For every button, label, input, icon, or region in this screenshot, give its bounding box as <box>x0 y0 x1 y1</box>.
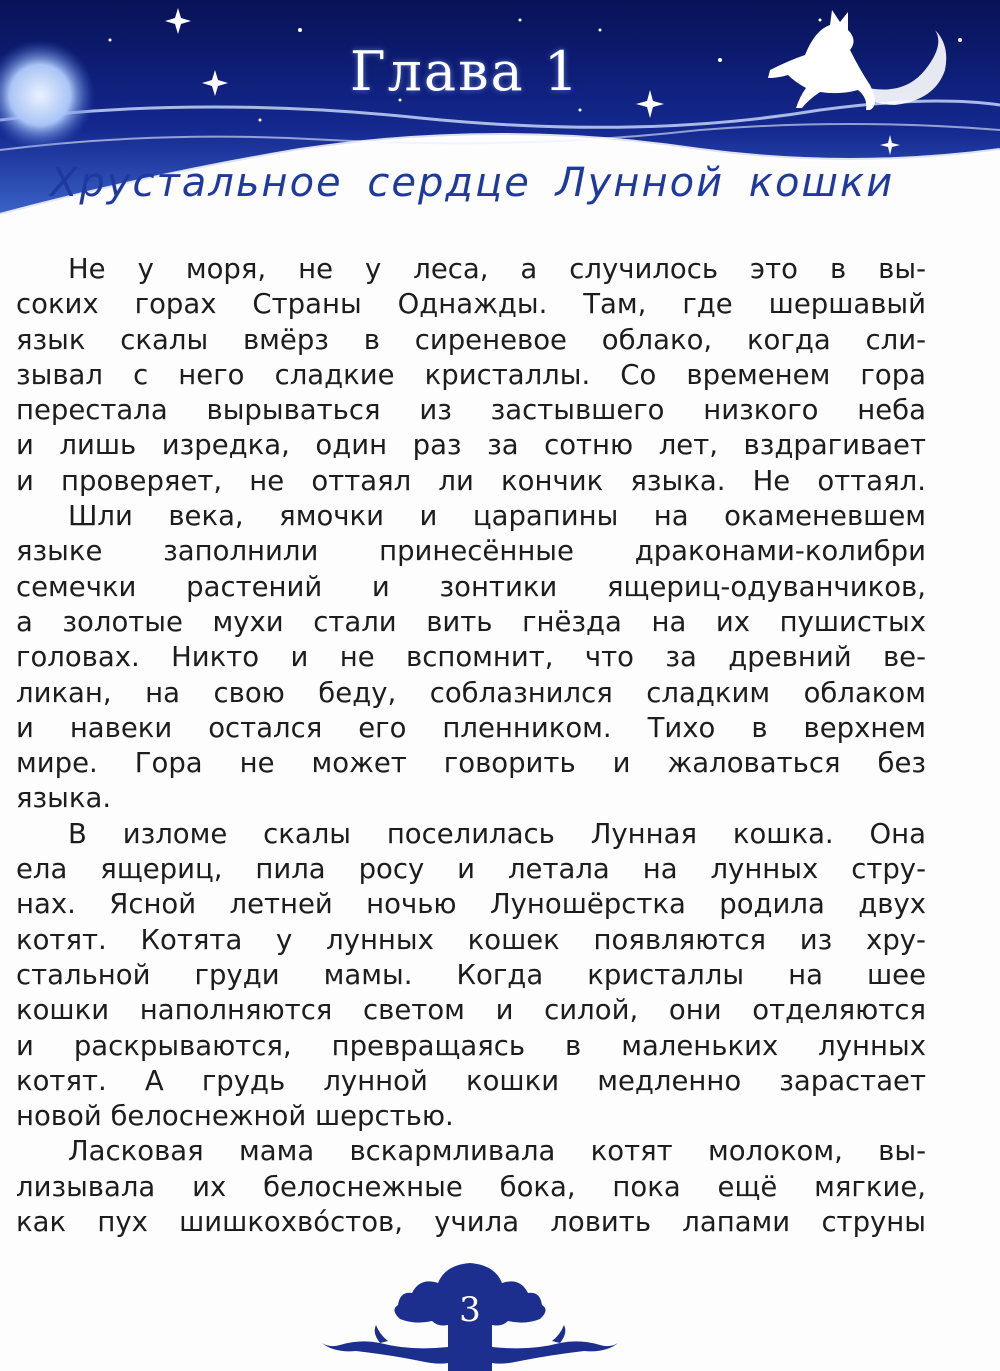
text-line: зывал с него сладкие кристаллы. Со временем гора <box>16 358 926 391</box>
text-line: языке заполнили принесённые драконами-колибри <box>16 535 926 568</box>
text-line: язык скалы вмёрз в сиреневое облако, когда сли- <box>16 323 926 356</box>
chapter-body <box>16 252 926 1240</box>
text-line: ликан, на свою беду, соблазнился сладким облаком <box>16 676 926 709</box>
text-line: языка. <box>16 782 112 815</box>
text-line: и лишь изредка, один раз за сотню лет, вздрагивает <box>16 429 926 462</box>
text-line: Шли века, ямочки и царапины на окаменевшем <box>68 500 926 533</box>
text-line: мире. Гора не может говорить и жаловаться без <box>16 747 926 780</box>
text-line: В изломе скалы поселилась Лунная кошка. Она <box>68 817 926 850</box>
text-line: Ласковая мама вскармливала котят молоком, вы- <box>68 1135 926 1168</box>
text-line: а золотые мухи стали вить гнёзда на их пушистых <box>16 605 926 638</box>
page-number: 3 <box>459 1290 481 1330</box>
text-line: нах. Ясной летней ночью Лунoшёрстка родила двух <box>16 888 926 921</box>
text-line: и раскрываются, превращаясь в маленьких лунных <box>16 1029 926 1062</box>
chapter-title: Хрустальное сердце Лунной кошки <box>50 160 895 206</box>
text-line: и навеки остался его пленником. Тихо в верхнем <box>16 711 926 744</box>
night-sky-banner <box>0 0 1000 250</box>
text-line: Не у моря, не у леса, а случилось это в вы- <box>68 253 926 285</box>
text-line: новой белоснежной шерстью. <box>16 1100 454 1133</box>
text-line: стальной груди мамы. Когда кристаллы на шее <box>16 958 926 991</box>
text-line: как пух шишкохвóстов, учила ловить лапами струны <box>16 1206 926 1239</box>
text-line: котят. Котята у лунных кошек появляются из хру- <box>16 923 926 956</box>
text-line: ела ящериц, пила росу и летала на лунных стру- <box>16 853 926 886</box>
chapter-label: Глава 1 <box>349 40 581 103</box>
text-line: и проверяет, не оттаял ли кончик языка. Не оттаял. <box>16 464 926 497</box>
text-line: соких горах Страны Однажды. Там, где шершавый <box>16 288 926 321</box>
text-line: семечки растений и зонтики ящериц-одуванчиков, <box>16 570 926 603</box>
text-line: перестала вырываться из застывшего низкого неба <box>16 394 926 427</box>
text-line: лизывала их белоснежные бока, пока ещё мягкие, <box>16 1170 926 1203</box>
text-line: головах. Никто и не вспомнит, что за древний ве- <box>16 641 926 674</box>
text-line: кошки наполняются светом и силой, они отделяются <box>16 994 926 1027</box>
text-line: котят. А грудь лунной кошки медленно зарастает <box>16 1064 926 1097</box>
